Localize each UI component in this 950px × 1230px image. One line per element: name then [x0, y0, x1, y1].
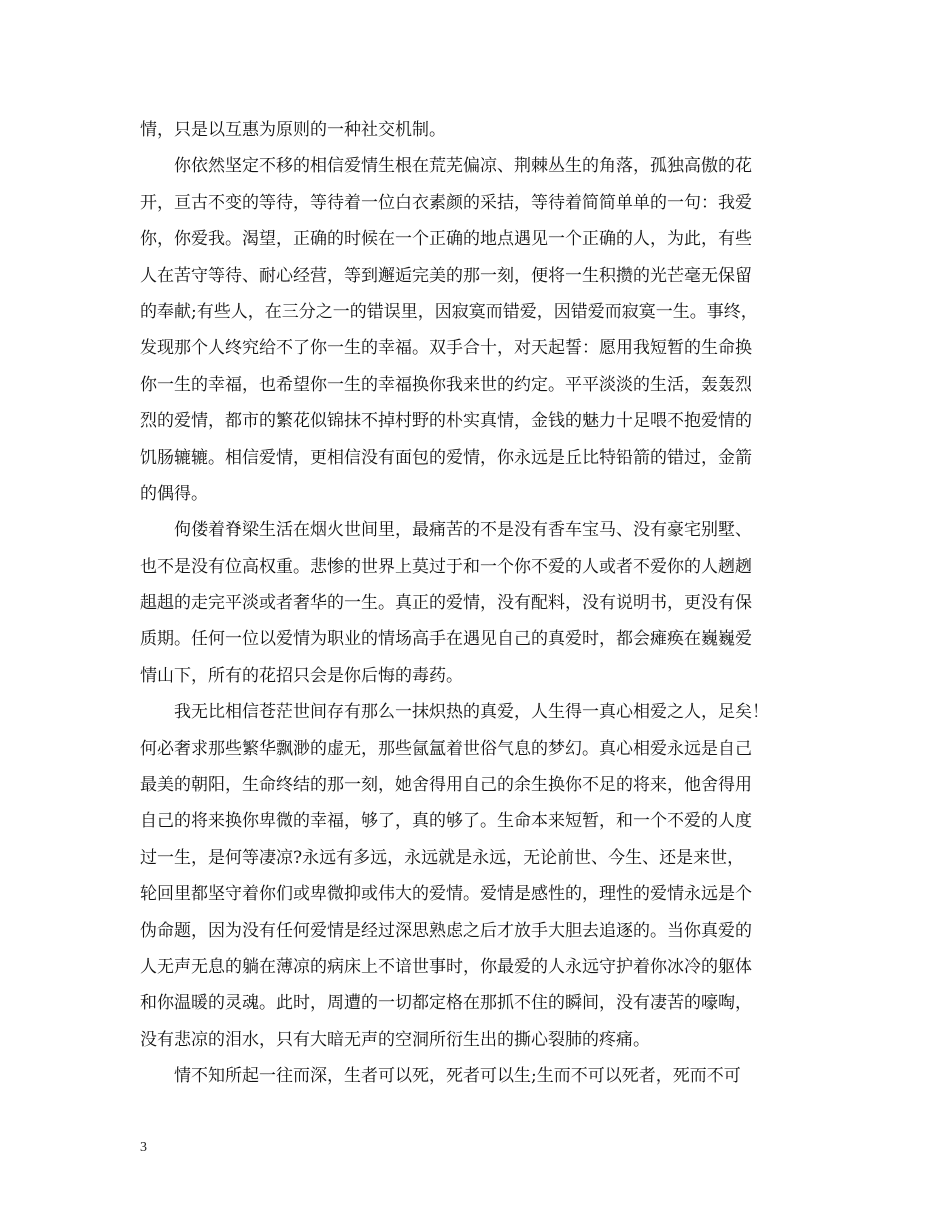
paragraph-start-line: 我无比相信苍茫世间存有那么一抹炽热的真爱，人生得一真心相爱之人，足矣！ [174, 702, 769, 723]
text-line: 情山下，所有的花招只会是你后悔的毒药。 [140, 665, 463, 686]
page-number: 3 [140, 1140, 147, 1155]
text-line: 你，你爱我。渴望，正确的时候在一个正确的地点遇见一个正确的人，为此，有些 [140, 229, 752, 250]
text-line: 质期。任何一位以爱情为职业的情场高手在遇见自己的真爱时，都会瘫痪在巍巍爱 [140, 629, 752, 650]
text-line: 也不是没有位高权重。悲惨的世界上莫过于和一个你不爱的人或者不爱你的人趔趔 [140, 556, 752, 577]
text-line: 你一生的幸福，也希望你一生的幸福换你我来世的约定。平平淡淡的生活，轰轰烈 [140, 374, 752, 395]
body-text [140, 112, 810, 1095]
text-line: 发现那个人终究给不了你一生的幸福。双手合十，对天起誓：愿用我短暂的生命换 [140, 338, 752, 359]
text-line: 没有悲凉的泪水，只有大暗无声的空洞所衍生出的撕心裂肺的疼痛。 [140, 1029, 650, 1050]
paragraph-start-line: 情不知所起一往而深，生者可以死，死者可以生;生而不可以死者，死而不可 [174, 1066, 741, 1087]
text-line: 和你温暖的灵魂。此时，周遭的一切都定格在那抓不住的瞬间，没有凄苦的嚎啕， [140, 993, 752, 1014]
text-line: 人在苦守等待、耐心经营，等到邂逅完美的那一刻，便将一生积攒的光芒毫无保留 [140, 265, 752, 286]
text-line: 趄趄的走完平淡或者奢华的一生。真正的爱情，没有配料，没有说明书，更没有保 [140, 593, 752, 614]
text-line: 开，亘古不变的等待，等待着一位白衣素颜的采拮，等待着简简单单的一句：我爱 [140, 192, 752, 213]
text-line: 的偶得。 [140, 483, 208, 504]
text-line: 伪命题，因为没有任何爱情是经过深思熟虑之后才放手大胆去追逐的。当你真爱的 [140, 920, 752, 941]
text-line: 轮回里都坚守着你们或卑微抑或伟大的爱情。爱情是感性的，理性的爱情永远是个 [140, 884, 752, 905]
text-line: 自己的将来换你卑微的幸福，够了，真的够了。生命本来短暂，和一个不爱的人度 [140, 811, 752, 832]
text-line: 最美的朝阳，生命终结的那一刻，她舍得用自己的余生换你不足的将来，他舍得用 [140, 775, 752, 796]
text-line: 过一生，是何等凄凉?永远有多远，永远就是永远，无论前世、今生、还是来世， [140, 847, 745, 868]
text-line: 饥肠辘辘。相信爱情，更相信没有面包的爱情，你永远是丘比特铅箭的错过，金箭 [140, 447, 752, 468]
text-line: 情，只是以互惠为原则的一种社交机制。 [140, 120, 446, 140]
text-line: 烈的爱情，都市的繁花似锦抹不掉村野的朴实真情，金钱的魅力十足喂不抱爱情的 [140, 411, 752, 432]
paragraph-start-line: 佝偻着脊梁生活在烟火世间里，最痛苦的不是没有香车宝马、没有豪宅别墅、 [174, 520, 752, 541]
text-line: 的奉献;有些人，在三分之一的错误里，因寂寞而错爱，因错爱而寂寞一生。事终， [140, 301, 758, 322]
paragraph-start-line: 你依然坚定不移的相信爱情生根在荒芜偏凉、荆棘丛生的角落，孤独高傲的花 [174, 156, 752, 177]
text-line: 人无声无息的躺在薄凉的病床上不谙世事时，你最爱的人永远守护着你冰冷的躯体 [140, 956, 752, 977]
text-line: 何必奢求那些繁华飘渺的虚无，那些氤氲着世俗气息的梦幻。真心相爱永远是自己 [140, 738, 752, 759]
